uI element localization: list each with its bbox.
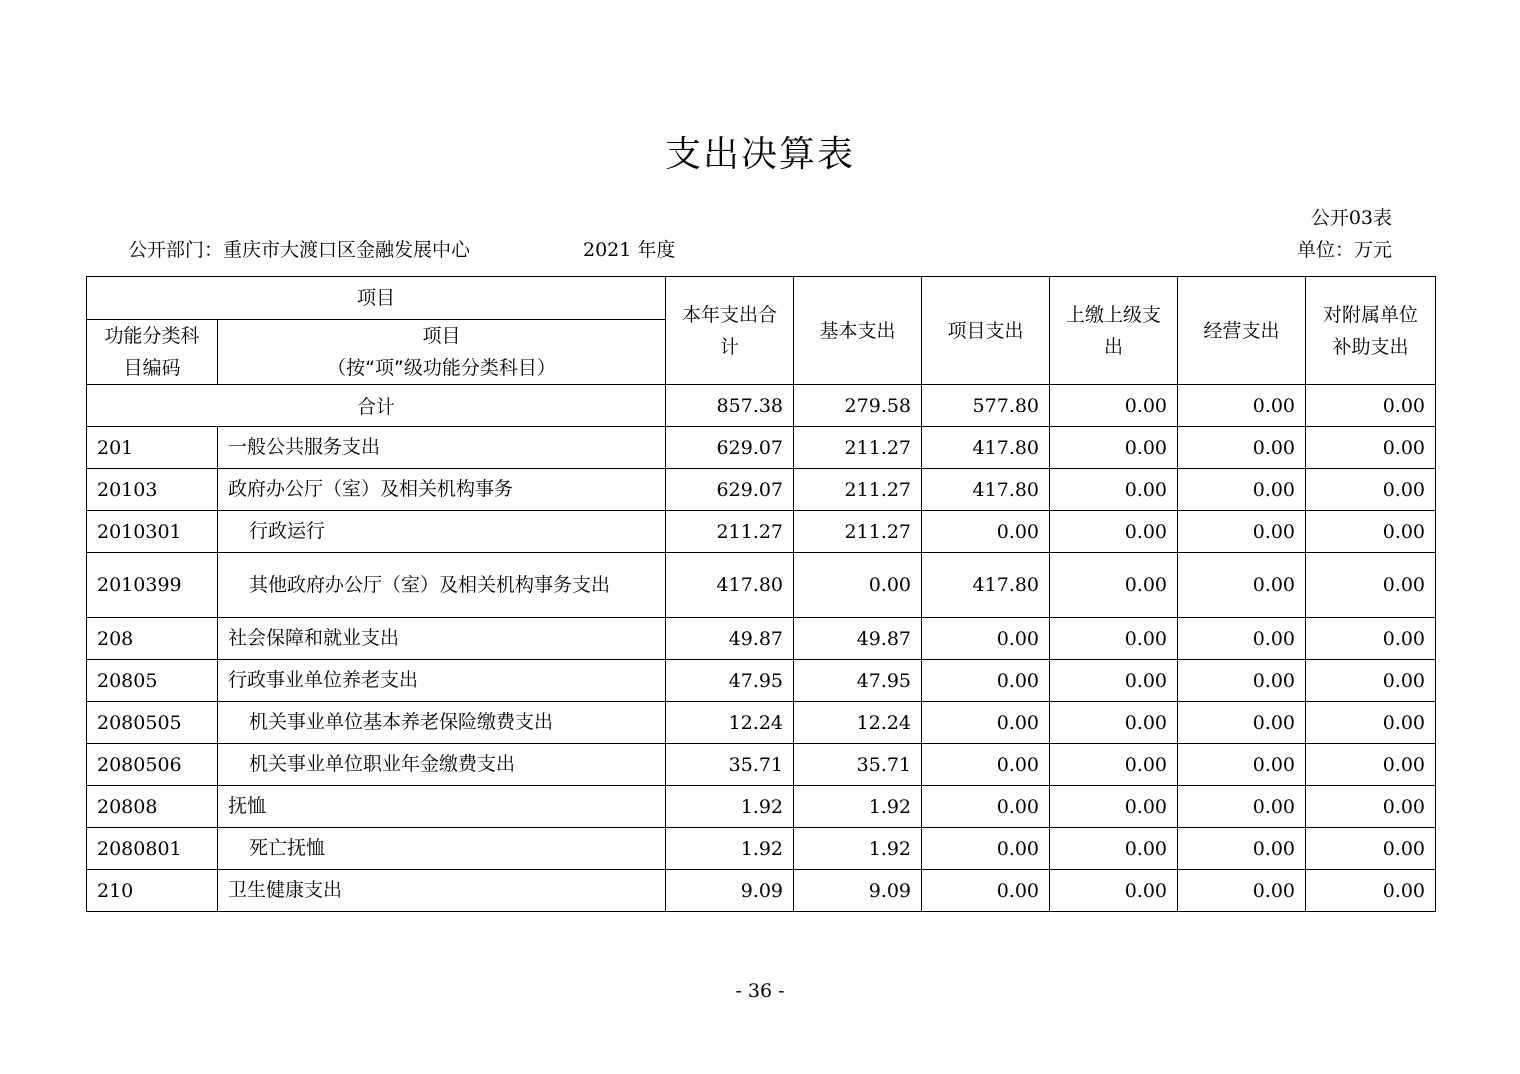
row-code: 2080801 (87, 828, 218, 870)
row-value: 0.00 (922, 511, 1050, 553)
row-value: 0.00 (1050, 553, 1178, 618)
expenditure-table (86, 276, 1436, 912)
row-value: 0.00 (1178, 618, 1306, 660)
row-value: 35.71 (794, 744, 922, 786)
row-name: 机关事业单位职业年金缴费支出 (218, 744, 666, 786)
row-value: 0.00 (1306, 469, 1436, 511)
row-code: 20805 (87, 660, 218, 702)
row-value: 1.92 (666, 828, 794, 870)
row-value: 211.27 (794, 469, 922, 511)
row-value: 0.00 (1306, 702, 1436, 744)
page-number: - 36 - (735, 980, 785, 1002)
row-value: 0.00 (1050, 660, 1178, 702)
row-value: 0.00 (1306, 744, 1436, 786)
table-row (87, 744, 1436, 786)
table-row (87, 828, 1436, 870)
row-name: 政府办公厅（室）及相关机构事务 (218, 469, 666, 511)
row-value: 0.00 (1050, 786, 1178, 828)
table-row (87, 511, 1436, 553)
row-code: 20808 (87, 786, 218, 828)
row-value: 47.95 (794, 660, 922, 702)
row-value: 211.27 (666, 511, 794, 553)
row-name: 卫生健康支出 (218, 870, 666, 912)
header-upper: 上缴上级支出 (1050, 277, 1178, 385)
row-code: 2010399 (87, 553, 218, 618)
row-name: 其他政府办公厅（室）及相关机构事务支出 (218, 553, 666, 618)
row-value: 0.00 (794, 553, 922, 618)
header-item-label: 项目 (422, 325, 461, 347)
row-value: 0.00 (1178, 786, 1306, 828)
row-value: 0.00 (922, 786, 1050, 828)
header-code: 功能分类科目编码 (87, 320, 218, 385)
header-item-group: 项目 (87, 277, 666, 320)
row-value: 47.95 (666, 660, 794, 702)
row-code: 20103 (87, 469, 218, 511)
table-row (87, 660, 1436, 702)
row-value: 0.00 (1306, 553, 1436, 618)
row-value: 417.80 (922, 553, 1050, 618)
row-value: 0.00 (1050, 702, 1178, 744)
row-value: 0.00 (1050, 427, 1178, 469)
row-value: 0.00 (1178, 660, 1306, 702)
row-value: 211.27 (794, 511, 922, 553)
row-value: 1.92 (666, 786, 794, 828)
row-value: 0.00 (922, 744, 1050, 786)
table-row (87, 702, 1436, 744)
table-row (87, 618, 1436, 660)
row-value: 211.27 (794, 427, 922, 469)
row-value: 0.00 (922, 828, 1050, 870)
row-code: 2080506 (87, 744, 218, 786)
row-value: 0.00 (1306, 870, 1436, 912)
header-subsidy: 对附属单位补助支出 (1306, 277, 1436, 385)
row-value: 35.71 (666, 744, 794, 786)
row-value: 417.80 (922, 469, 1050, 511)
row-value: 0.00 (1178, 744, 1306, 786)
row-value: 0.00 (1306, 660, 1436, 702)
row-code: 2080505 (87, 702, 218, 744)
table-row (87, 553, 1436, 618)
header-basic: 基本支出 (794, 277, 922, 385)
total-value: 0.00 (1306, 385, 1436, 427)
header-item-note: （按“项”级功能分类科目） (327, 357, 556, 379)
row-value: 49.87 (794, 618, 922, 660)
row-value: 12.24 (666, 702, 794, 744)
row-value: 9.09 (794, 870, 922, 912)
row-value: 0.00 (1306, 511, 1436, 553)
row-value: 0.00 (922, 618, 1050, 660)
row-value: 12.24 (794, 702, 922, 744)
row-value: 0.00 (1050, 511, 1178, 553)
row-code: 2010301 (87, 511, 218, 553)
department-label: 公开部门：重庆市大渡口区金融发展中心 (128, 239, 471, 261)
unit-label: 单位：万元 (1296, 239, 1392, 261)
row-value: 0.00 (1178, 828, 1306, 870)
row-value: 0.00 (1178, 469, 1306, 511)
total-row (87, 385, 1436, 427)
row-value: 0.00 (1178, 511, 1306, 553)
row-value: 0.00 (1178, 870, 1306, 912)
row-value: 0.00 (1306, 786, 1436, 828)
row-value: 0.00 (922, 702, 1050, 744)
row-value: 1.92 (794, 786, 922, 828)
form-number: 公开03表 (1310, 207, 1392, 229)
row-value: 629.07 (666, 469, 794, 511)
row-name: 行政运行 (218, 511, 666, 553)
row-code: 208 (87, 618, 218, 660)
row-value: 0.00 (1178, 427, 1306, 469)
header-project: 项目支出 (922, 277, 1050, 385)
row-value: 9.09 (666, 870, 794, 912)
row-value: 0.00 (1050, 618, 1178, 660)
row-name: 抚恤 (218, 786, 666, 828)
row-name: 社会保障和就业支出 (218, 618, 666, 660)
row-value: 0.00 (1050, 828, 1178, 870)
row-name: 一般公共服务支出 (218, 427, 666, 469)
row-name: 机关事业单位基本养老保险缴费支出 (218, 702, 666, 744)
total-label: 合计 (87, 385, 666, 427)
row-value: 0.00 (1306, 828, 1436, 870)
header-business: 经营支出 (1178, 277, 1306, 385)
row-value: 0.00 (1050, 744, 1178, 786)
row-value: 417.80 (922, 427, 1050, 469)
header-item (218, 320, 666, 385)
total-value: 0.00 (1050, 385, 1178, 427)
row-value: 0.00 (1306, 618, 1436, 660)
row-value: 417.80 (666, 553, 794, 618)
table-row (87, 427, 1436, 469)
row-value: 49.87 (666, 618, 794, 660)
table-row (87, 870, 1436, 912)
row-value: 0.00 (922, 870, 1050, 912)
row-code: 210 (87, 870, 218, 912)
row-value: 0.00 (1050, 870, 1178, 912)
row-name: 死亡抚恤 (218, 828, 666, 870)
total-value: 0.00 (1178, 385, 1306, 427)
page-title: 支出决算表 (664, 134, 855, 175)
row-value: 0.00 (1178, 702, 1306, 744)
row-value: 0.00 (1178, 553, 1306, 618)
row-value: 0.00 (922, 660, 1050, 702)
table-row (87, 469, 1436, 511)
row-code: 201 (87, 427, 218, 469)
year-label: 2021 年度 (583, 239, 676, 261)
total-value: 577.80 (922, 385, 1050, 427)
row-value: 0.00 (1306, 427, 1436, 469)
row-value: 1.92 (794, 828, 922, 870)
total-value: 279.58 (794, 385, 922, 427)
table-row (87, 786, 1436, 828)
row-name: 行政事业单位养老支出 (218, 660, 666, 702)
total-value: 857.38 (666, 385, 794, 427)
row-value: 629.07 (666, 427, 794, 469)
header-total: 本年支出合计 (666, 277, 794, 385)
row-value: 0.00 (1050, 469, 1178, 511)
